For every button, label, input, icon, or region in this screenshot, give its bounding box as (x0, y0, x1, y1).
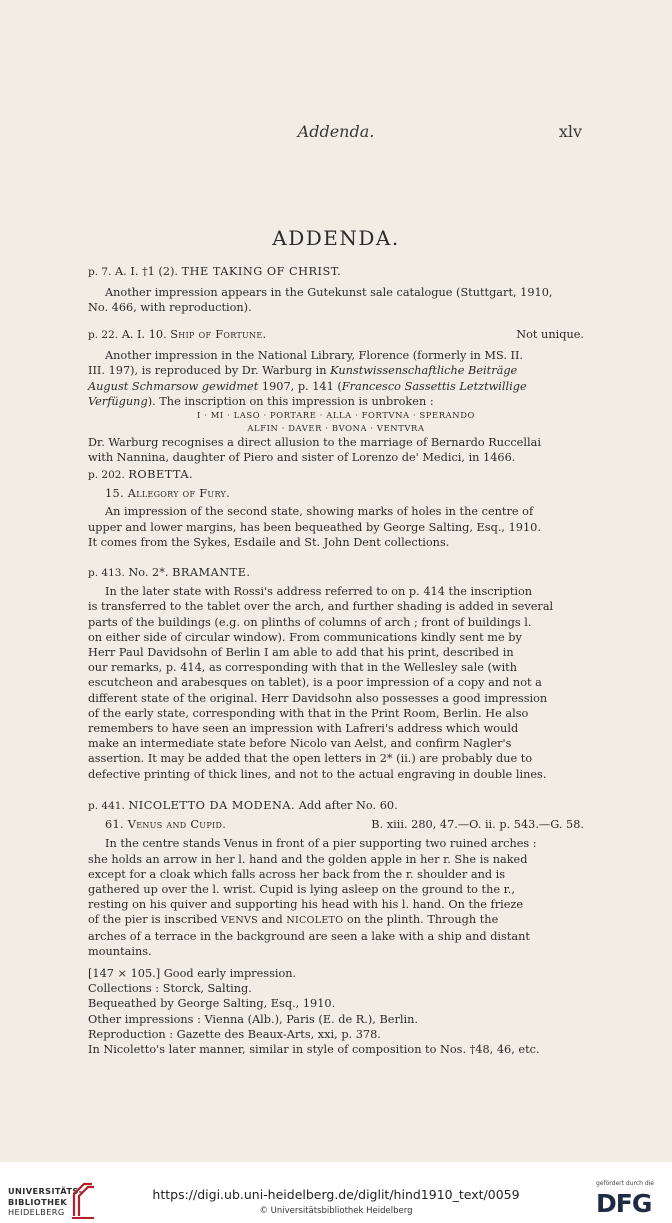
text-run: and (257, 913, 287, 927)
entry-title: THE TAKING OF CHRIST. (181, 265, 342, 278)
body-line: remembers to have seen an impression with Lafreri's address which would (88, 722, 519, 736)
text-run: ). The inscription on this impression is unbroken : (147, 394, 434, 408)
text-run: of the pier is inscribed (88, 913, 221, 927)
body-line: No. 466, with reproduction). (88, 301, 252, 315)
note-line: Collections : Storck, Salting. (88, 982, 252, 996)
note-line: Reproduction : Gazette des Beaux-Arts, xxi, p. 378. (88, 1027, 381, 1041)
catalogue-number: A. I. 10. (121, 328, 167, 341)
body-line: An impression of the second state, showing marks of holes in the centre of (105, 505, 534, 519)
body-line: on either side of circular window). From communications kindly sent me by (88, 630, 522, 644)
note-line: Bequeathed by George Salting, Esq., 1910. (88, 997, 336, 1011)
page-ref: p. 202. (88, 469, 125, 481)
addendum-entry-p413 (88, 565, 584, 782)
catalogue-number: A. I. †1 (2). (115, 265, 179, 278)
body-line (88, 912, 584, 928)
body-line (88, 379, 584, 394)
item-title: 61. Venus and Cupid. (105, 818, 227, 832)
body-line: different state of the original. Herr Davidsohn also possesses a good impression (88, 691, 548, 705)
body-line: defective printing of thick lines, and not to the actual engraving in double lines. (88, 767, 547, 781)
body-line: Dr. Warburg recognises a direct allusion to the marriage of Bernardo Ruccellai (88, 436, 541, 450)
funding-note: gefördert durch die (596, 1180, 654, 1187)
addendum-entry-p202 (88, 467, 584, 550)
body-line (88, 394, 584, 409)
page-ref: p. 22. (88, 329, 119, 341)
entry-header (88, 327, 584, 343)
item-header (88, 817, 584, 832)
running-head (0, 122, 672, 144)
inscription-word: NICOLETO (286, 915, 344, 927)
body-line: gathered up over the l. wrist. Cupid is lying asleep on the ground to the r., (88, 883, 515, 897)
body-line: Another impression appears in the Gutekunst sale catalogue (Stuttgart, 1910, (105, 286, 553, 300)
body-line: is transferred to the tablet over the arch, and further shading is added in several (88, 600, 554, 614)
entry-header (88, 264, 584, 280)
entry-note: Not unique. (516, 328, 584, 341)
note-line: In Nicoletto's later manner, similar in style of composition to Nos. †48, 46, etc. (88, 1043, 540, 1057)
library-name-line: BIBLIOTHEK (8, 1196, 68, 1207)
page-number: xlv (558, 122, 582, 141)
library-name-line: HEIDELBERG (8, 1207, 65, 1217)
entry-title: NICOLETTO DA MODENA. (128, 799, 296, 812)
body-paragraph (88, 836, 584, 959)
entry-header (88, 467, 584, 483)
section-heading: ADDENDA. (272, 226, 400, 250)
body-line: Herr Paul Davidsohn of Berlin I am able to add that his print, described in (88, 646, 514, 660)
body-line: our remarks, p. 414, as corresponding with that in the Wellesley sale (with (88, 661, 517, 675)
note-line: Other impressions : Vienna (Alb.), Paris (E. de R.), Berlin. (88, 1012, 418, 1026)
body-line: resting on his quiver and supporting his head with his l. hand. On the frieze (88, 898, 524, 912)
page-ref: p. 441. (88, 800, 125, 812)
item-title: 15. Allegory of Fury. (105, 487, 231, 501)
body-line: except for a cloak which falls across her back from the r. shoulder and is (88, 867, 506, 881)
body-line: Another impression in the National Library, Florence (formerly in MS. II. (105, 349, 524, 363)
body-line: In the later state with Rossi's address referred to on p. 414 the inscription (105, 585, 533, 599)
body-line: upper and lower margins, has been bequeathed by George Salting, Esq., 1910. (88, 520, 541, 534)
italic-title: Kunstwissenschaftliche Beiträge (330, 364, 518, 378)
body-line: with Nannina, daughter of Piero and sister of Lorenzo de' Medici, in 1466. (88, 451, 516, 465)
note-line: [147 × 105.] Good early impression. (88, 967, 297, 981)
running-title: Addenda. (297, 122, 375, 141)
entry-title: Ship of Fortune. (170, 328, 267, 341)
entry-title: BRAMANTE. (172, 566, 251, 579)
entry-title: ROBETTA. (128, 468, 194, 481)
bibliographic-reference: B. xiii. 280, 47.—O. ii. p. 543.—G. 58. (371, 818, 584, 832)
library-name-line: UNIVERSITÄTS- (8, 1186, 83, 1196)
body-line: arches of a terrace in the background are seen a lake with a ship and distant (88, 929, 530, 943)
entry-header (88, 798, 584, 814)
body-line: escutcheon and arabesques on tablet), is a poor impression of a copy and not a (88, 676, 542, 690)
italic-title: Francesco Sassettis Letztwillige (341, 379, 527, 393)
body-paragraph (88, 584, 584, 782)
body-line: of the early state, corresponding with that in the Print Room, Berlin. He also (88, 706, 529, 720)
inscription-line: ALFIN · DAVER · BVONA · VENTVRA (247, 423, 425, 434)
inscription-line: I · MI · LASO · PORTARE · ALLA · FORTVNA · SPERANDO (197, 410, 475, 421)
text-run: III. 197), is reproduced by Dr. Warburg in (88, 364, 331, 378)
italic-title: Verfügung (88, 394, 148, 408)
body-line: mountains. (88, 944, 152, 958)
copyright-notice: © Universitätsbibliothek Heidelberg (259, 1206, 413, 1216)
text-run: on the plinth. Through the (343, 913, 499, 927)
addendum-entry-p7 (88, 264, 584, 316)
addendum-entry-p22 (88, 327, 584, 465)
permalink-url[interactable]: https://digi.ub.uni-heidelberg.de/diglit/hind1910_text/0059 (152, 1187, 520, 1202)
body-line: she holds an arrow in her l. hand and the golden apple in her r. She is naked (88, 852, 528, 866)
dfg-logo: DFG (596, 1189, 652, 1218)
body-line: make an intermediate state before Nicolo van Aelst, and confirm Nagler's (88, 737, 512, 751)
body-line: In the centre stands Venus in front of a pier supporting two ruined arches : (105, 837, 537, 851)
notes-list (88, 966, 584, 1057)
entry-note: Add after No. 60. (298, 799, 398, 812)
italic-title: August Schmarsow gewidmet (88, 379, 259, 393)
inscription-word: VENVS (220, 915, 258, 927)
text-run: 1907, p. 141 ( (258, 379, 342, 393)
body-line: assertion. It may be added that the open letters in 2* (ii.) are probably due to (88, 752, 533, 766)
entry-header (88, 565, 584, 581)
page-ref: p. 413. (88, 567, 125, 579)
page-ref: p. 7. (88, 266, 112, 278)
catalogue-number: No. 2*. (128, 566, 169, 579)
addendum-entry-p441 (88, 798, 584, 1057)
body-line (88, 363, 584, 378)
body-line: parts of the buildings (e.g. on plinths of columns of arch ; front of buildings l. (88, 615, 532, 629)
body-line: It comes from the Sykes, Esdaile and St. John Dent collections. (88, 535, 450, 549)
